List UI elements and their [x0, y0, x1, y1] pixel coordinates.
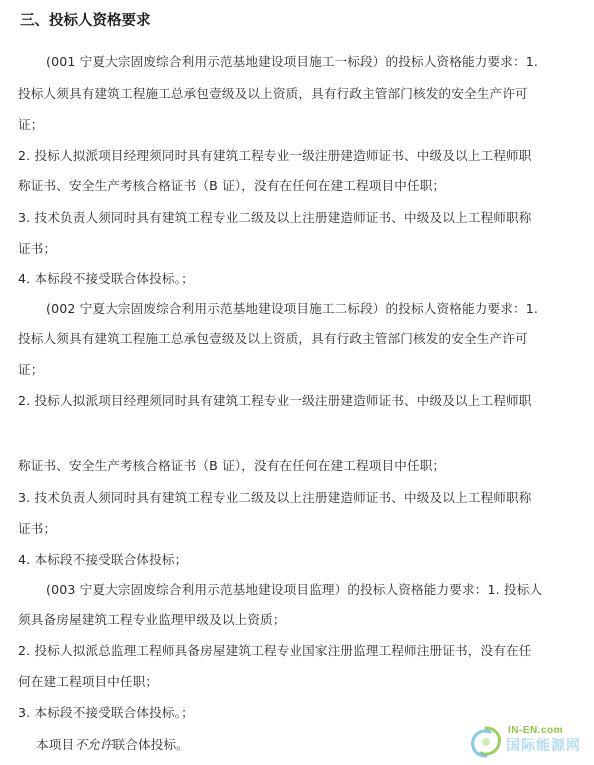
paragraph-line: 2. 投标人拟派总监理工程师具备房屋建筑工程专业国家注册监理工程师注册证书，没有在任 — [18, 643, 532, 658]
paragraph-line: 证书； — [18, 521, 57, 536]
paragraph-line: 3. 本标段不接受联合体投标。； — [18, 705, 194, 720]
paragraph-line: (001 宁夏大宗固废综合利用示范基地建设项目施工一标段）的投标人资格能力要求：1. — [46, 54, 539, 69]
swirl-logo-icon — [468, 724, 504, 760]
paragraph-line: (003 宁夏大宗固废综合利用示范基地建设项目监理）的投标人资格能力要求：1. 投标人 — [46, 582, 543, 597]
paragraph-line: 称证书、安全生产考核合格证书（B 证），没有在任何在建工程项目中任职； — [18, 458, 446, 473]
paragraph-line: 投标人须具有建筑工程施工总承包壹级及以上资质，具有行政主管部门核发的安全生产许可 — [18, 86, 528, 101]
closing-suffix: 联合体投标。 — [112, 737, 189, 752]
paragraph-line: 3. 技术负责人须同时具有建筑工程专业二级及以上注册建造师证书、中级及以上工程师职称 — [18, 490, 532, 505]
paragraph-line: 证书； — [18, 241, 57, 256]
paragraph-line: 4. 本标段不接受联合体投标。； — [18, 271, 194, 286]
paragraph-line: 证； — [18, 362, 44, 377]
section-heading: 三、投标人资格要求 — [20, 13, 151, 29]
closing-statement — [36, 737, 189, 753]
paragraph-line: 3. 技术负责人须同时具有建筑工程专业二级及以上注册建造师证书、中级及以上工程师职称 — [18, 210, 532, 225]
paragraph-line: 何在建工程项目中任职； — [18, 674, 159, 689]
paragraph-line: 投标人须具有建筑工程施工总承包壹级及以上资质，具有行政主管部门核发的安全生产许可 — [18, 331, 528, 346]
paragraph-line: 2. 投标人拟派项目经理须同时具有建筑工程专业一级注册建造师证书、中级及以上工程师职 — [18, 393, 532, 408]
watermark-en: IN-EN.com — [508, 725, 564, 736]
paragraph-line: 4. 本标段不接受联合体投标； — [18, 552, 188, 567]
paragraph-line: 2. 投标人拟派项目经理须同时具有建筑工程专业一级注册建造师证书、中级及以上工程师职 — [18, 148, 532, 163]
closing-prefix: 本项目 — [36, 737, 75, 752]
closing-emphasis: 不允许 — [74, 737, 113, 752]
paragraph-line: (002 宁夏大宗固废综合利用示范基地建设项目施工二标段）的投标人资格能力要求：1. — [46, 301, 539, 316]
paragraph-line: 须具备房屋建筑工程专业监理甲级及以上资质； — [18, 612, 286, 627]
paragraph-line: 证； — [18, 117, 44, 132]
watermark-cn: 国际能源网 — [506, 738, 581, 754]
watermark-logo — [468, 722, 592, 762]
paragraph-line: 称证书、安全生产考核合格证书（B 证），没有在任何在建工程项目中任职； — [18, 178, 446, 193]
